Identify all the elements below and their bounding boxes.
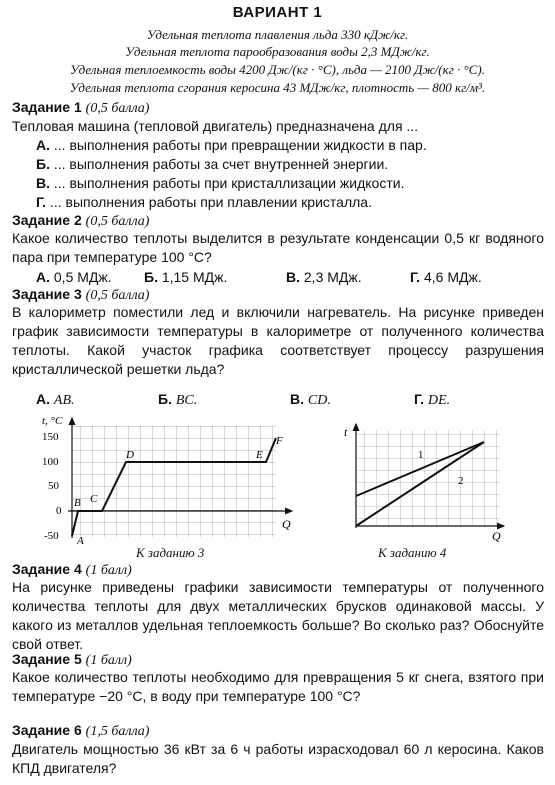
- task6-heading: [12, 722, 149, 740]
- option-key: Б.: [144, 269, 158, 285]
- line-2-label: 2: [458, 475, 464, 487]
- option-text: BC.: [175, 393, 198, 408]
- option-text: 4,6 МДж.: [423, 269, 482, 285]
- line-1-label: 1: [418, 449, 424, 461]
- option-key: А.: [36, 391, 50, 407]
- option-text: ... выполнения работы за счет внутренней энергии.: [53, 156, 389, 172]
- x-axis-label: Q: [492, 529, 501, 543]
- task6-points: (1,5 балла): [85, 724, 150, 739]
- task6-title: Задание 6: [12, 722, 82, 738]
- task3-option-a: [36, 391, 75, 409]
- task3-points: (0,5 балла): [85, 288, 150, 303]
- task4-question: На рисунке приведены графики зависимости температуры от полученного количества теплоты для двух металлических брусков одинаковой массы. У какого из металлов удельная теплоемкость больше? Во сколько раз? Обоснуйте свой ответ.: [12, 579, 544, 652]
- option-key: А.: [36, 137, 50, 153]
- task3-option-d: [414, 391, 450, 409]
- option-key: В.: [36, 175, 50, 191]
- task5-question: Какое количество теплоты необходимо для превращения 5 кг снега, взятого при температуре −20 °С, в воду при температуре 100 °С?: [12, 669, 544, 704]
- point-label-c: C: [90, 493, 98, 505]
- task4-points: (1 балл): [85, 563, 132, 578]
- y-tick: 100: [42, 456, 59, 468]
- option-text: ... выполнения работы при кристаллизации жидкости.: [53, 175, 405, 191]
- variant-title: ВАРИАНТ 1: [232, 4, 323, 21]
- task1-option-a: [36, 137, 427, 153]
- task3-option-b: [158, 391, 197, 409]
- grid: [72, 426, 276, 537]
- task2-heading: [12, 212, 149, 230]
- option-text: 0,5 МДж.: [53, 269, 112, 285]
- option-text: DE.: [427, 393, 451, 408]
- point-label-a: A: [77, 535, 84, 547]
- point-label-e: E: [256, 449, 263, 461]
- task3-heading: [12, 286, 149, 304]
- option-key: В.: [286, 269, 300, 285]
- y-tick: 150: [42, 431, 59, 443]
- y-tick: -50: [44, 530, 59, 542]
- task5-points: (1 балл): [85, 653, 132, 668]
- task2-option-a: [36, 269, 112, 285]
- task3-title: Задание 3: [12, 286, 82, 302]
- task2-points: (0,5 балла): [85, 214, 150, 229]
- point-label-d: D: [126, 449, 134, 461]
- task6-question: Двигатель мощностью 36 кВт за 6 ч работы израсходовал 60 л керосина. Каков КПД двигателя?: [12, 741, 544, 776]
- option-key: Б.: [36, 156, 50, 172]
- option-text: AB.: [53, 393, 75, 408]
- option-key: Г.: [410, 269, 421, 285]
- figure3-graph: [20, 414, 300, 550]
- task1-option-c: [36, 175, 404, 191]
- figure4-caption: К заданию 4: [378, 545, 447, 560]
- task1-question: Тепловая машина (тепловой двигатель) предназначена для ...: [12, 118, 419, 134]
- point-label-b: B: [74, 497, 81, 509]
- y-tick: 50: [48, 480, 59, 492]
- option-text: 2,3 МДж.: [303, 269, 362, 285]
- point-label-f: F: [276, 435, 283, 447]
- x-axis-label: Q: [282, 517, 291, 531]
- task2-option-b: [144, 269, 227, 285]
- task2-question: Какое количество теплоты выделится в результате конденсации 0,5 кг водяного пара при температуре 100 °С?: [12, 230, 544, 265]
- option-key: Г.: [414, 391, 425, 407]
- given-line-2: Удельная теплота парообразования воды 2,3 МДж/кг.: [125, 44, 430, 59]
- task1-title: Задание 1: [12, 99, 82, 115]
- option-text: CD.: [307, 393, 331, 408]
- task5-heading: [12, 651, 132, 669]
- task4-title: Задание 4: [12, 561, 82, 577]
- task1-option-b: [36, 156, 388, 172]
- option-key: Г.: [36, 194, 47, 210]
- given-line-4: Удельная теплота сгорания керосина 43 МДж/кг, плотность — 800 кг/м³.: [69, 80, 486, 95]
- option-key: А.: [36, 269, 50, 285]
- task2-title: Задание 2: [12, 212, 82, 228]
- option-key: В.: [290, 391, 304, 407]
- y-axis-label: t, °С: [42, 415, 63, 427]
- task1-points: (0,5 балла): [85, 101, 150, 116]
- given-line-1: Удельная теплота плавления льда 330 кДж/кг.: [146, 27, 409, 42]
- option-key: Б.: [158, 391, 172, 407]
- task4-heading: [12, 561, 132, 579]
- task2-option-d: [410, 269, 482, 285]
- figure4-graph: [340, 422, 510, 544]
- y-axis-label: t: [344, 425, 348, 439]
- task2-option-c: [286, 269, 362, 285]
- given-line-3: Удельная теплоемкость воды 4200 Дж/(кг · °С), льда — 2100 Дж/(кг · °С).: [70, 62, 485, 77]
- option-text: ... выполнения работы при превращении жидкости в пар.: [53, 137, 427, 153]
- task5-title: Задание 5: [12, 651, 82, 667]
- task3-option-c: [290, 391, 331, 409]
- task3-question: В калориметр поместили лед и включили нагреватель. На рисунке приведен график зависимости температуры в калориметре от полученного количества теплоты. Какой участок графика соответствует процессу разрушения кристаллической решетки льда?: [12, 304, 544, 377]
- figure3-caption: К заданию 3: [136, 545, 205, 560]
- task1-option-d: [36, 194, 372, 210]
- option-text: ... выполнения работы при плавлении кристалла.: [49, 194, 372, 210]
- task1-heading: [12, 99, 149, 117]
- option-text: 1,15 МДж.: [161, 269, 228, 285]
- y-tick: 0: [56, 505, 62, 517]
